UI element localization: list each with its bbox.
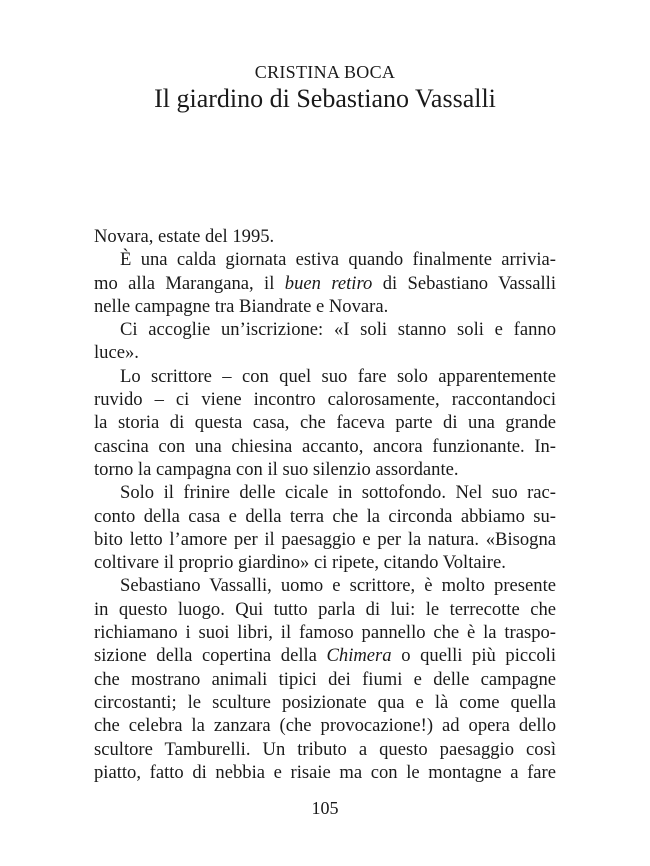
text-line: scultore Tamburelli. Un tributo a questo paesaggio così [94, 738, 556, 760]
text-line: Lo scrittore – con quel suo fare solo apparentemente [120, 365, 556, 387]
chapter-author: CRISTINA BOCA [254, 62, 396, 82]
text-line: ruvido – ci viene incontro calorosamente, raccontandoci [94, 389, 556, 411]
text-line: mo alla Marangana, il buen retiro di Sebastiano Vassalli [94, 272, 556, 294]
chapter-title: Il giardino di Sebastiano Vassalli [154, 84, 496, 113]
text-line: coltivare il proprio giardino» ci ripete, citando Voltaire. [94, 552, 506, 574]
text-line: piatto, fatto di nebbia e risaie ma con le montagne a fare [94, 761, 556, 783]
text-line: circostanti; le sculture posizionate qua e là come quella [94, 691, 556, 713]
text-line: che mostrano animali tipici dei fiumi e delle campagne [94, 668, 556, 690]
text-line: la storia di questa casa, che faceva parte di una grande [94, 412, 556, 434]
text-line: sizione della copertina della Chimera o quelli più piccoli [94, 645, 556, 667]
text-line: Novara, estate del 1995. [94, 226, 275, 247]
text-line: Sebastiano Vassalli, uomo e scrittore, è molto presente [120, 575, 556, 597]
text-line: Solo il frinire delle cicale in sottofondo. Nel suo rac- [120, 482, 556, 504]
text-line: che celebra la zanzara (che provocazione!) ad opera dello [94, 715, 556, 737]
text-line: nelle campagne tra Biandrate e Novara. [94, 295, 389, 317]
text-line: È una calda giornata estiva quando finalmente arrivia- [120, 249, 556, 271]
text-line: cascina con una chiesina accanto, ancora funzionante. In- [94, 435, 556, 457]
page-number: 105 [311, 798, 339, 818]
text-line: richiamano i suoi libri, il famoso pannello che è la traspo- [94, 622, 556, 644]
text-line: luce». [94, 342, 139, 364]
text-line: Ci accoglie un’iscrizione: «I soli stanno soli e fanno [120, 319, 556, 341]
text-line: conto della casa e della terra che la circonda abbiamo su- [94, 505, 556, 527]
italic-title: buen retiro [284, 272, 373, 294]
body-text [94, 225, 556, 784]
italic-title: Chimera [326, 645, 392, 667]
text-line: bito letto l’amore per il paesaggio e per la natura. «Bisogna [94, 528, 556, 550]
text-line: torno la campagna con il suo silenzio assordante. [94, 458, 459, 480]
text-line: in questo luogo. Qui tutto parla di lui: le terrecotte che [94, 598, 556, 620]
